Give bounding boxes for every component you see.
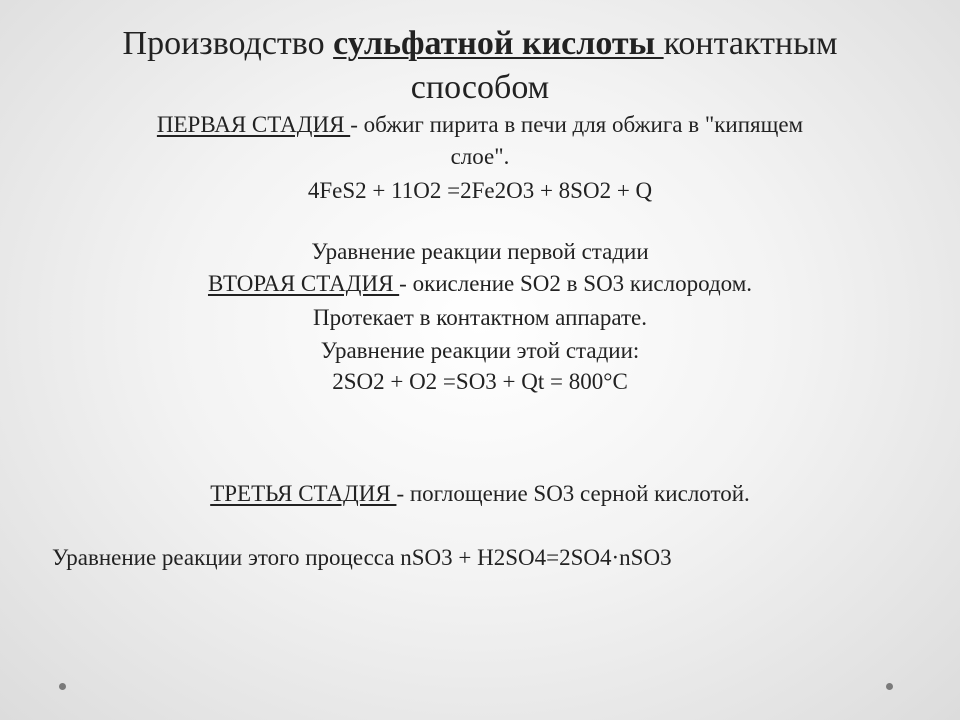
stage2-line [0, 270, 960, 298]
stage1-label: ПЕРВАЯ СТАДИЯ [156, 112, 351, 137]
slide-title [0, 24, 960, 64]
corner-dot-left [59, 683, 66, 690]
stage2-caption: Уравнение реакции этой стадии: [320, 338, 640, 363]
stage1-equation: 4FeS2 + 11O2 =2Fe2O3 + 8SO2 + Q [307, 178, 653, 203]
title-text-start: Производство [122, 25, 334, 62]
stage2-text: - окисление SO2 в SO3 кислородом. [399, 271, 753, 296]
corner-dot-right [886, 683, 893, 690]
stage1-caption: Уравнение реакции первой стадии [311, 239, 649, 264]
stage3-line [0, 480, 960, 508]
stage2-text-line2: Протекает в контактном аппарате. [312, 305, 648, 330]
stage1-text: - обжиг пирита в печи для обжига в "кипящем [350, 112, 804, 137]
stage3-label: ТРЕТЬЯ СТАДИЯ [210, 481, 397, 506]
title-bold-underlined: сульфатной кислоты [333, 25, 664, 62]
stage1-line [0, 111, 960, 139]
slide-title-line2: способом [410, 69, 550, 106]
title-text-end: контактным [663, 25, 838, 62]
stage2-equation: 2SO2 + O2 =SO3 + Qt = 800°С [332, 369, 628, 394]
stage3-equation-line: Уравнение реакции этого процесса nSO3 + H2SO4=2SO4·nSO3 [52, 545, 672, 570]
stage3-text: - поглощение SO3 серной кислотой. [396, 481, 750, 506]
stage2-label: ВТОРАЯ СТАДИЯ [207, 271, 400, 296]
stage1-text-line2: слое". [450, 144, 510, 169]
